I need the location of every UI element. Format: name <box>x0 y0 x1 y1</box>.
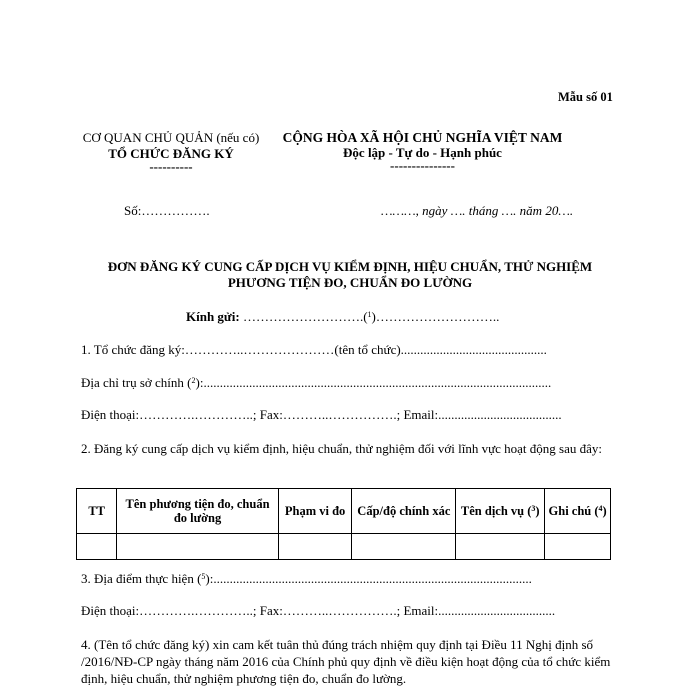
registering-organization-line: 1. Tổ chức đăng ký:…………..…………………(tên tổ chức)............................................. <box>81 342 547 357</box>
col-header-tt: TT <box>77 489 117 534</box>
col-header-measuring-range: Phạm vi đo <box>278 489 352 534</box>
national-header-divider: --------------- <box>390 158 455 173</box>
country-name: CỘNG HÒA XÃ HỘI CHỦ NGHĨA VIỆT NAM <box>282 130 563 145</box>
parent-agency-label: CƠ QUAN CHỦ QUẢN (nếu có) <box>82 130 260 145</box>
footnote-1: 1 <box>367 310 372 319</box>
footnote-3: 3 <box>531 504 536 513</box>
title-line-2: PHƯƠNG TIỆN ĐO, CHUẨN ĐO LƯỜNG <box>227 275 473 290</box>
registering-organization-label: TỔ CHỨC ĐĂNG KÝ <box>108 146 234 161</box>
document-title <box>60 259 640 291</box>
headquarters-address-line <box>81 375 551 391</box>
col-header-service: Tên dịch vụ ($^3$) <box>456 489 545 534</box>
table-row <box>77 534 611 560</box>
national-header <box>280 130 565 172</box>
recipient-fill-before: ……………………….( <box>239 309 368 324</box>
issuing-organization-header <box>80 130 262 172</box>
recipient-line <box>186 309 499 325</box>
location-label: 3. Địa điểm thực hiện ( <box>81 571 202 586</box>
title-line-1: ĐƠN ĐĂNG KÝ CUNG CẤP DỊCH VỤ KIỂM ĐỊNH, HIỆU CHUẨN, THỬ NGHIỆM <box>107 259 593 274</box>
registration-scope-paragraph: 2. Đăng ký cung cấp dịch vụ kiểm định, hiệu chuẩn, thử nghiệm đối với lĩnh vực hoạt động sau đây: <box>81 441 603 456</box>
execution-location-line <box>81 571 532 587</box>
contact-line-1: Điện thoại:………….…………..; Fax:………..…………….; Email:...................................... <box>81 407 562 422</box>
form-number: Mẫu số 01 <box>558 90 613 104</box>
table-cell <box>352 534 456 560</box>
contact-line-2: Điện thoại:………….…………..; Fax:………..…………….; Email:.................................... <box>81 603 556 618</box>
footnote-4: 4 <box>598 504 603 513</box>
col-header-note: Ghi chú ($^4$) <box>545 489 611 534</box>
footnote-5: 5 <box>201 572 206 581</box>
table-cell <box>456 534 545 560</box>
commitment-paragraph: 4. (Tên tổ chức đăng ký) xin cam kết tuân thủ đúng trách nhiệm quy định tại Điều 11 Nghị định số /2016/NĐ-CP ngày tháng năm 2016 của Chính phủ quy định về điều kiện hoạt động của tổ chức kiểm định, hiệu chuẩn, thử nghiệm phương tiện đo, chuẩn đo lường. <box>81 637 611 686</box>
national-motto: Độc lập - Tự do - Hạnh phúc <box>343 145 502 160</box>
table-cell <box>278 534 352 560</box>
address-label: Địa chỉ trụ sở chính ( <box>81 375 192 390</box>
footnote-2: 2 <box>191 376 196 385</box>
col-header-instrument-name: Tên phương tiện đo, chuẩn đo lường <box>117 489 278 534</box>
date-field: ………, ngày …. tháng …. năm 20…. <box>381 203 574 218</box>
document-number-field: Số:……………. <box>124 203 210 218</box>
recipient-label: Kính gửi: <box>186 309 240 324</box>
table-cell <box>77 534 117 560</box>
table-cell <box>545 534 611 560</box>
location-fill: ):.................................................................................................. <box>205 571 532 586</box>
recipient-fill-after: )……………………….. <box>371 309 500 324</box>
registration-table <box>76 488 611 560</box>
address-fill: ):........................................................................................................... <box>195 375 552 390</box>
table-header-row <box>77 489 611 534</box>
table-cell <box>117 534 278 560</box>
col-header-accuracy: Cấp/độ chính xác <box>352 489 456 534</box>
left-header-divider: ---------- <box>149 159 193 174</box>
